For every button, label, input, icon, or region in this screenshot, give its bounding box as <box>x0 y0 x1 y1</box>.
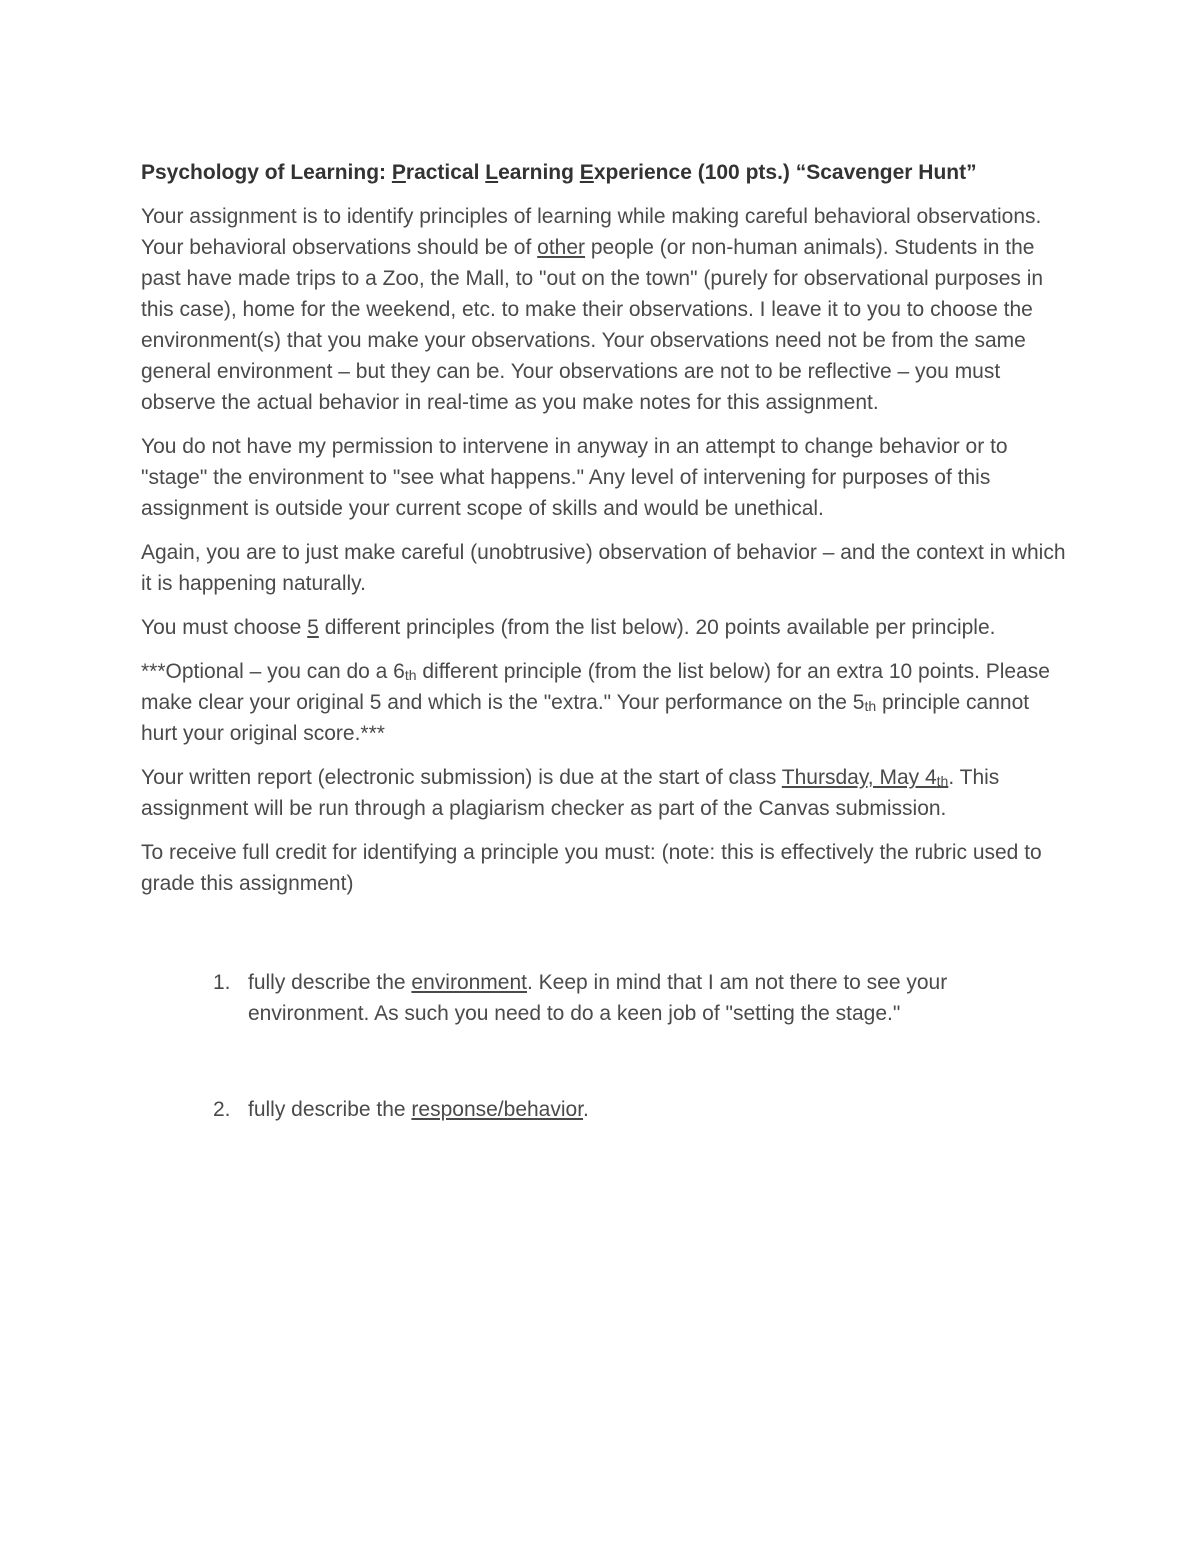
list-item-text-a: fully describe the <box>248 1098 412 1121</box>
title-e-underlined: E <box>579 161 594 184</box>
title-prefix: Psychology of Learning: <box>141 161 392 184</box>
document-body <box>141 157 1066 1125</box>
paragraph-optional-extra <box>141 656 1066 749</box>
title-learning-rest: earning <box>498 161 580 184</box>
list-number: 1. <box>213 971 231 994</box>
document-title <box>141 157 1066 188</box>
paragraph-choose-principles <box>141 612 1066 643</box>
list-number: 2. <box>213 1098 231 1121</box>
paragraph-assignment-intro <box>141 201 1066 418</box>
due-date-underlined <box>782 766 949 789</box>
title-l-underlined: L <box>485 161 499 184</box>
title-p-underlined: P <box>391 161 406 184</box>
intro-underlined-other: other <box>537 236 586 259</box>
list-item-underlined: environment <box>411 971 527 994</box>
list-item-text-b: . <box>583 1098 589 1121</box>
due-text-b: . This assignment will be run through a plagiarism checker as part of the Canvas submission. <box>141 766 1000 820</box>
list-item-text-b: . Keep in mind that I am not there to see your environment. As such you need to do a keen job of "setting the stage." <box>248 971 948 1025</box>
list-item <box>141 1094 1066 1125</box>
due-date-text: Thursday, May 4 <box>781 766 937 789</box>
choose-text-a: You must choose <box>141 616 308 639</box>
list-item-text-a: fully describe the <box>248 971 412 994</box>
paragraph-no-intervention: You do not have my permission to intervene in anyway in an attempt to change behavior or to "stage" the environment to "see what happens." Any level of intervening for purposes of this assignment is outside your current scope of skills and would be unethical. <box>141 435 1008 520</box>
rubric-list <box>141 967 1066 1125</box>
intro-text-a: Your assignment is to identify principles of learning while making careful behavioral observations. Your behavioral observations should be of <box>141 205 1042 259</box>
optional-text-c: principle cannot hurt your original score.*** <box>141 691 1030 745</box>
optional-text-b: different principle (from the list below) for an extra 10 points. Please make clear your original 5 and which is the "extra." Your performance on the 5 <box>141 660 1050 714</box>
paragraph-due-date <box>141 762 1066 824</box>
ordinal-suffix: th <box>404 667 417 683</box>
list-item <box>141 967 1066 1029</box>
optional-text-a: ***Optional – you can do a 6 <box>141 660 405 683</box>
list-item-underlined: response/behavior <box>411 1098 584 1121</box>
choose-underlined-five: 5 <box>307 616 319 639</box>
paragraph-observation-only: Again, you are to just make careful (unobtrusive) observation of behavior – and the context in which it is happening naturally. <box>141 541 1066 595</box>
title-experience-rest: xperience (100 pts.) “Scavenger Hunt” <box>593 161 977 184</box>
paragraph-rubric-intro: To receive full credit for identifying a principle you must: (note: this is effectively the rubric used to grade this assignment) <box>141 841 1042 895</box>
ordinal-suffix: th <box>936 773 949 789</box>
choose-text-b: different principles (from the list below). 20 points available per principle. <box>318 616 996 639</box>
due-text-a: Your written report (electronic submission) is due at the start of class <box>141 766 782 789</box>
ordinal-suffix: th <box>864 698 877 714</box>
intro-text-b: people (or non-human animals). Students in the past have made trips to a Zoo, the Mall, to "out on the town" (purely for observational purposes in this case), home for the weekend, etc. to make their observations. I leave it to you to choose the environment(s) that you make your observations. Your observations need not be from the same general environment – but they can be. Your observations are not to be reflective – you must observe the actual behavior in real-time as you make notes for this assignment. <box>141 236 1044 414</box>
title-practical-rest: ractical <box>405 161 486 184</box>
